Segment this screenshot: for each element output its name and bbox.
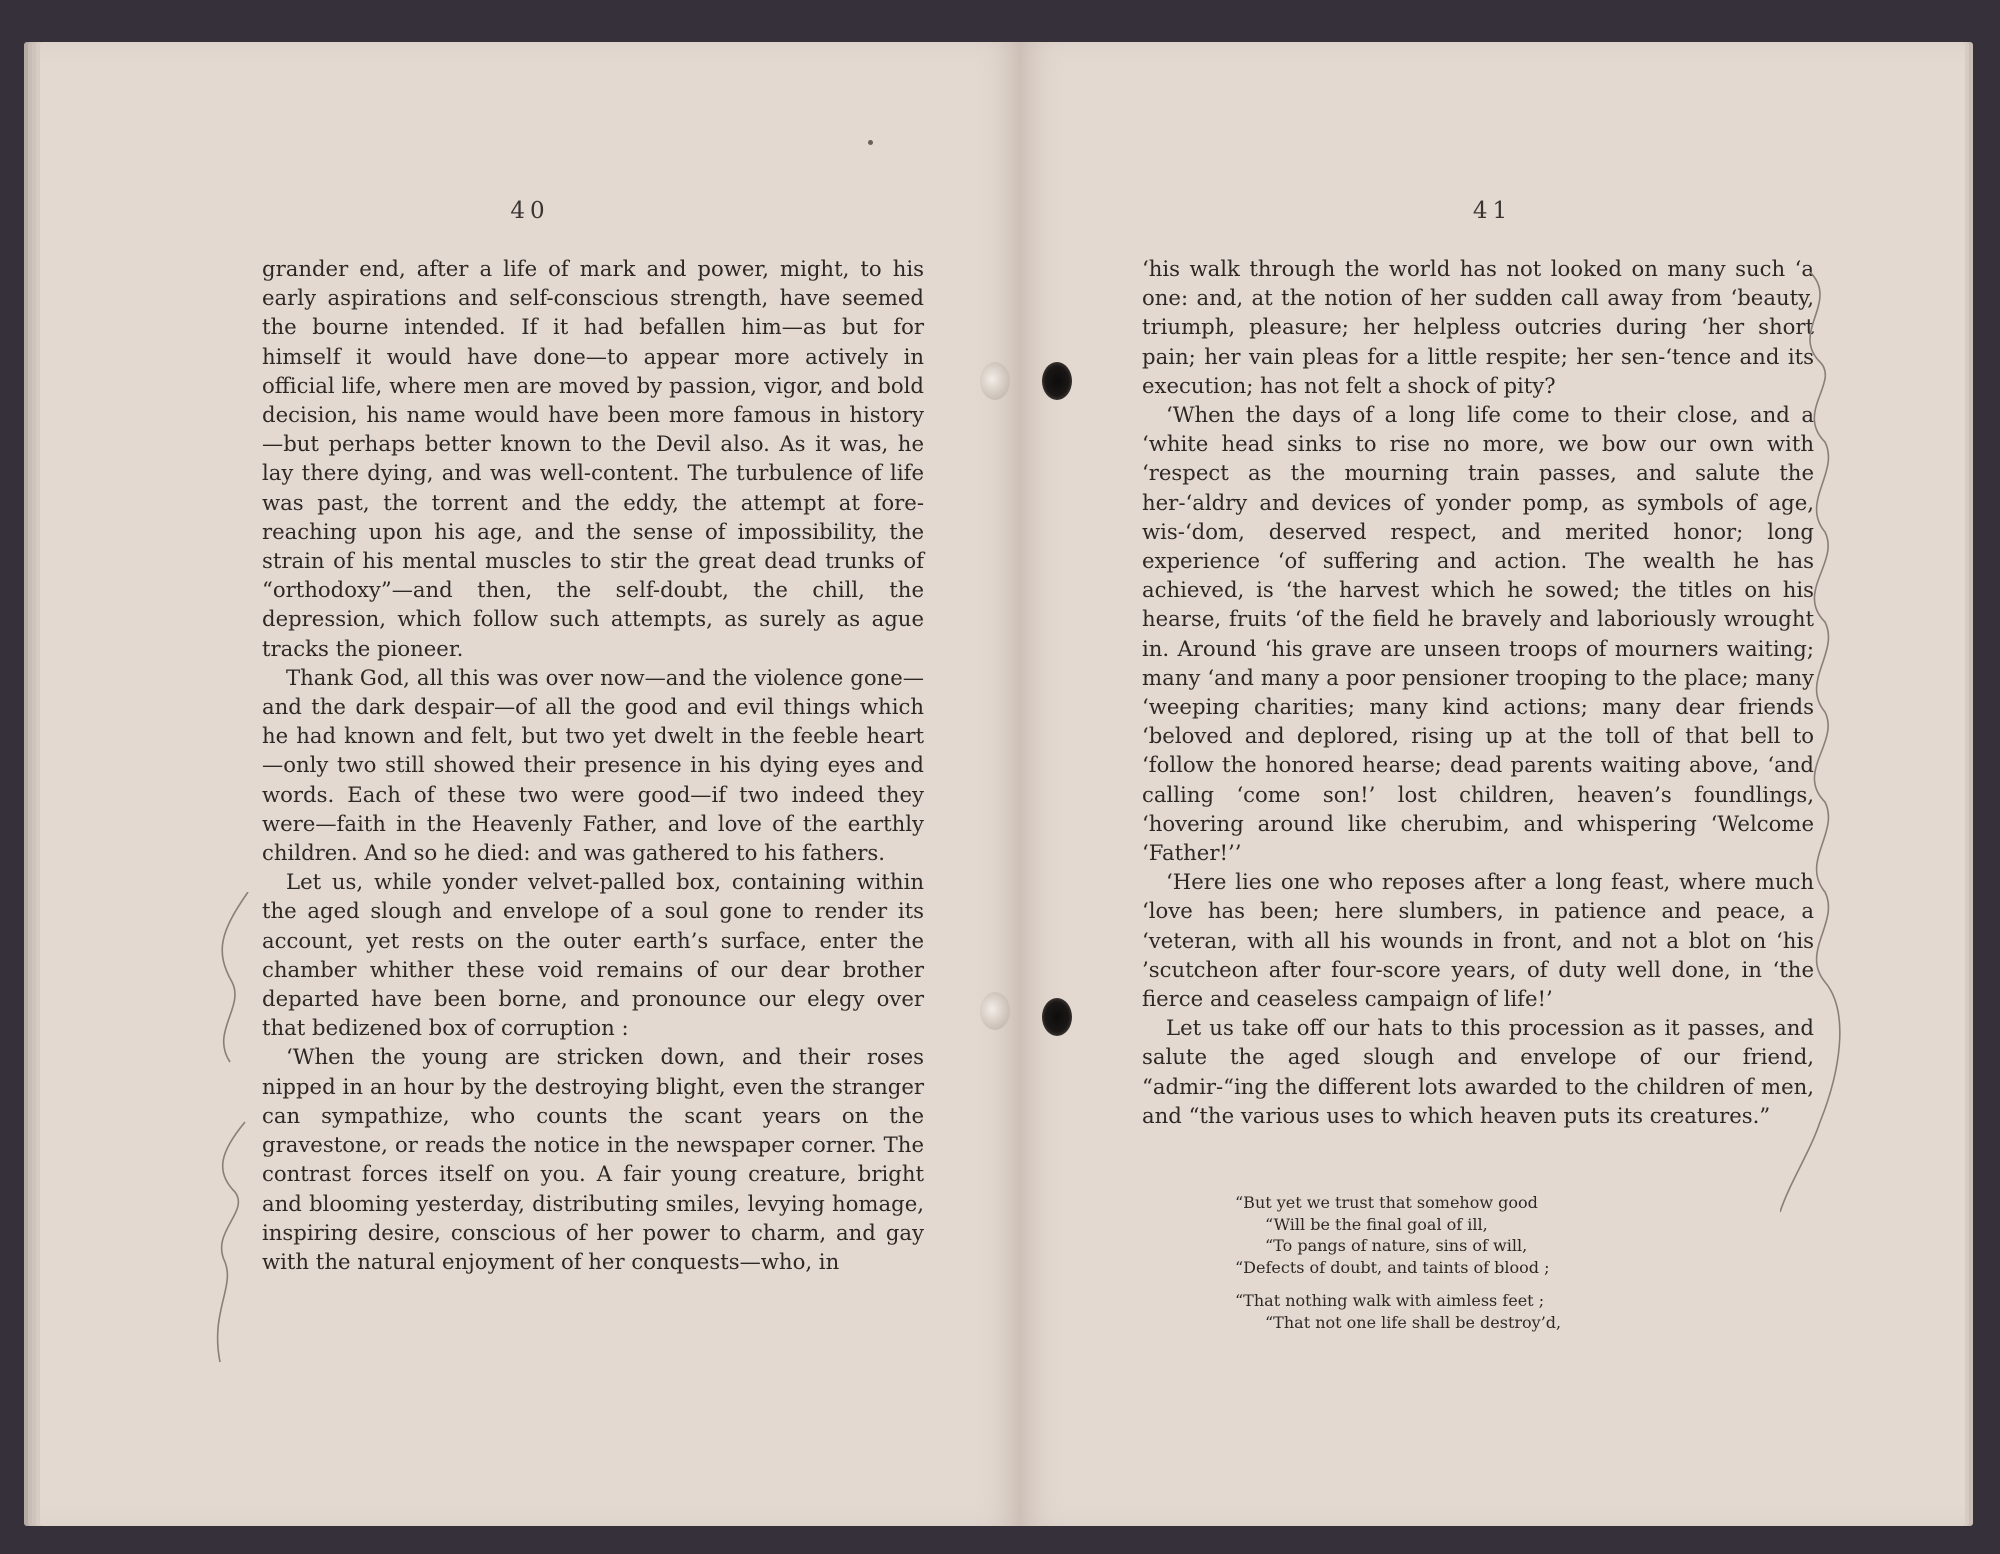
paragraph: ‘When the days of a long life come to their close, and a ‘white head sinks to rise no more, we bow our own with ‘respect as the mourning train passes, and salute the her-‘aldry and devices of yonder pomp, as symbols of age, wis-‘dom, deserved respect, and merited honor; long experience ‘of suffering and action. The wealth he has achieved, is ‘the harvest which he sowed; the titles on his hearse, fruits ‘of the field he bravely and laboriously wrought in. Around ‘his grave are unseen troops of mourners waiting; many ‘and many a poor pensioner trooping to the place; many ‘weeping charities; many kind actions; many dear friends ‘beloved and deplored, rising up at the toll of that bell to ‘follow the honored hearse; dead parents waiting above, ‘and calling ‘come son!’ lost children, heaven’s foundlings, ‘hovering around like cherubim, and whispering ‘Welcome ‘Father!’’ xyxy=(1142,402,1814,866)
page-number-left: 40 xyxy=(510,198,550,224)
punch-hole-icon xyxy=(980,992,1010,1030)
paragraph: ‘his walk through the world has not looked on many such ‘a one: and, at the notion of her sudden call away from ‘beauty, triumph, pleasure; her helpless outcries during ‘her short pain; her vain pleas for a little respite; her sen-‘tence and its execution; has not felt a shock of pity? xyxy=(1142,256,1814,398)
poem-line: “But yet we trust that somehow good xyxy=(1235,1193,1538,1212)
right-page xyxy=(1020,42,1965,1526)
punch-hole-icon xyxy=(1042,998,1072,1036)
paragraph: ‘Here lies one who reposes after a long feast, where much ‘love has been; here slumbers, in patience and peace, a ‘veteran, with all his wounds in front, and not a blot on ‘his ’scutcheon after four-score years, of duty well done, in ‘the fierce and ceaseless campaign of life!’ xyxy=(1142,869,1814,1012)
poem-stanza xyxy=(1235,1192,1561,1278)
poem-line: “That nothing walk with aimless feet ; xyxy=(1235,1291,1545,1310)
punch-hole-icon xyxy=(1042,362,1072,400)
poem-line: “Defects of doubt, and taints of blood ; xyxy=(1235,1257,1550,1277)
left-page-text xyxy=(262,254,924,1276)
pencil-mark-icon xyxy=(1780,272,1870,1222)
poem-stanza xyxy=(1235,1290,1561,1333)
paragraph: grander end, after a life of mark and power, might, to his early aspirations and self-conscious strength, have seemed the bourne intended. If it had befallen him—as but for himself it would have done—to appear more actively in official life, where men are moved by passion, vigor, and bold decision, his name would have been more famous in history—but perhaps better known to the Devil also. As it was, he lay there dying, and was well-content. The turbulence of life was past, the torrent and the eddy, the attempt at fore-reaching upon his age, and the sense of impossibility, the strain of his mental muscles to stir the great dead trunks of “orthodoxy”—and then, the self-doubt, the chill, the depression, which follow such attempts, as surely as ague tracks the pioneer. xyxy=(262,256,924,661)
pencil-mark-icon xyxy=(200,892,260,1372)
poem-line: “To pangs of nature, sins of will, xyxy=(1265,1236,1528,1255)
poem-quote xyxy=(1235,1192,1561,1345)
paragraph: Let us take off our hats to this procession as it passes, and salute the aged slough and envelope of our friend, “admir-“ing the different lots awarded to the children of men, and “the various uses to which heaven puts its creatures.” xyxy=(1142,1015,1814,1128)
paragraph: ‘When the young are stricken down, and their roses nipped in an hour by the destroying blight, even the stranger can sympathize, who counts the scant years on the gravestone, or reads the notice in the newspaper corner. The contrast forces itself on you. A fair young creature, bright and blooming yesterday, distributing smiles, levying homage, inspiring desire, conscious of her power to charm, and gay with the natural enjoyment of her conquests—who, in xyxy=(262,1044,924,1274)
poem-line: “Will be the final goal of ill, xyxy=(1265,1214,1488,1234)
paragraph: Thank God, all this was over now—and the violence gone—and the dark despair—of all the good and evil things which he had known and felt, but two yet dwelt in the feeble heart—only two still showed their presence in his dying eyes and words. Each of these two were good—if two indeed they were—faith in the Heavenly Father, and love of the earthly children. And so he died: and was gathered to his fathers. xyxy=(262,664,924,866)
ink-dot xyxy=(868,140,873,145)
right-page-text xyxy=(1142,254,1814,1130)
punch-hole-icon xyxy=(980,362,1010,400)
poem-line: “That not one life shall be destroy’d, xyxy=(1265,1312,1562,1332)
page-number-right: 41 xyxy=(1472,198,1513,224)
paragraph: Let us, while yonder velvet-palled box, containing within the aged slough and envelope of a soul gone to render its account, yet rests on the outer earth’s surface, enter the chamber whither these void remains of our dear brother departed have been borne, and pronounce our elegy over that bedizened box of corruption : xyxy=(262,869,924,1041)
left-page xyxy=(40,42,1020,1526)
